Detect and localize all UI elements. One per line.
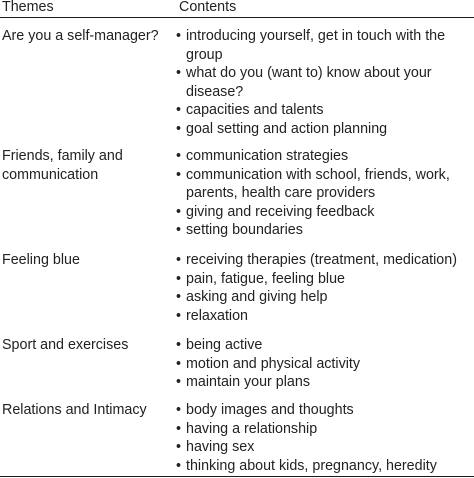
bullet-icon: • bbox=[176, 120, 182, 137]
list-item: • goal setting and action planning bbox=[176, 120, 388, 137]
contents-list bbox=[174, 336, 474, 392]
list-item: • communication with school, friends, work, parents, health care providers bbox=[176, 166, 450, 201]
bullet-icon: • bbox=[176, 420, 182, 437]
list-item: • introducing yourself, get in touch with the group bbox=[176, 28, 446, 63]
bullet-icon: • bbox=[176, 252, 182, 268]
bullet-icon: • bbox=[176, 148, 182, 164]
list-item: • communication strategies bbox=[176, 148, 349, 164]
theme-cell: Relations and Intimacy bbox=[2, 402, 147, 418]
bullet-icon: • bbox=[176, 355, 182, 372]
bottom-rule bbox=[0, 476, 474, 477]
list-item: • asking and giving help bbox=[176, 289, 328, 305]
bullet-icon: • bbox=[176, 222, 182, 238]
list-item: • thinking about kids, pregnancy, heredity bbox=[176, 457, 437, 474]
list-item: • setting boundaries bbox=[176, 222, 303, 238]
list-item: • maintain your plans bbox=[176, 374, 310, 390]
bullet-icon: • bbox=[176, 166, 182, 183]
table-header bbox=[0, 0, 474, 18]
list-item: • capacities and talents bbox=[176, 102, 324, 118]
bullet-icon: • bbox=[176, 307, 182, 324]
contents-list bbox=[174, 251, 474, 325]
theme-cell: Feeling blue bbox=[2, 252, 80, 268]
bullet-icon: • bbox=[176, 65, 182, 81]
bullet-icon: • bbox=[176, 439, 182, 455]
bullet-icon: • bbox=[176, 289, 182, 305]
theme-cell: Are you a self-manager? bbox=[2, 28, 159, 44]
contents-list bbox=[174, 27, 474, 138]
list-item: • being active bbox=[176, 337, 263, 353]
bullet-icon: • bbox=[176, 270, 182, 287]
header-contents: Contents bbox=[179, 0, 237, 15]
bullet-icon: • bbox=[176, 28, 182, 44]
bullet-icon: • bbox=[176, 402, 182, 418]
list-item: • having a relationship bbox=[176, 420, 318, 437]
list-item: • what do you (want to) know about your disease? bbox=[176, 65, 432, 100]
list-item: • body images and thoughts bbox=[176, 402, 354, 418]
bullet-icon: • bbox=[176, 102, 182, 118]
contents-list bbox=[174, 401, 474, 475]
list-item: • motion and physical activity bbox=[176, 355, 361, 372]
bullet-icon: • bbox=[176, 374, 182, 390]
theme-cell: Sport and exercises bbox=[2, 337, 129, 353]
list-item: • giving and receiving feedback bbox=[176, 203, 375, 220]
list-item: • pain, fatigue, feeling blue bbox=[176, 270, 345, 287]
header-themes: Themes bbox=[2, 0, 54, 15]
list-item: • relaxation bbox=[176, 307, 248, 324]
bullet-icon: • bbox=[176, 457, 182, 474]
theme-cell: Friends, family and communication bbox=[2, 148, 123, 183]
bullet-icon: • bbox=[176, 337, 182, 353]
header-rule bbox=[0, 17, 474, 18]
list-item: • having sex bbox=[176, 439, 255, 455]
contents-list bbox=[174, 147, 474, 240]
bullet-icon: • bbox=[176, 203, 182, 220]
list-item: • receiving therapies (treatment, medication) bbox=[176, 252, 457, 268]
